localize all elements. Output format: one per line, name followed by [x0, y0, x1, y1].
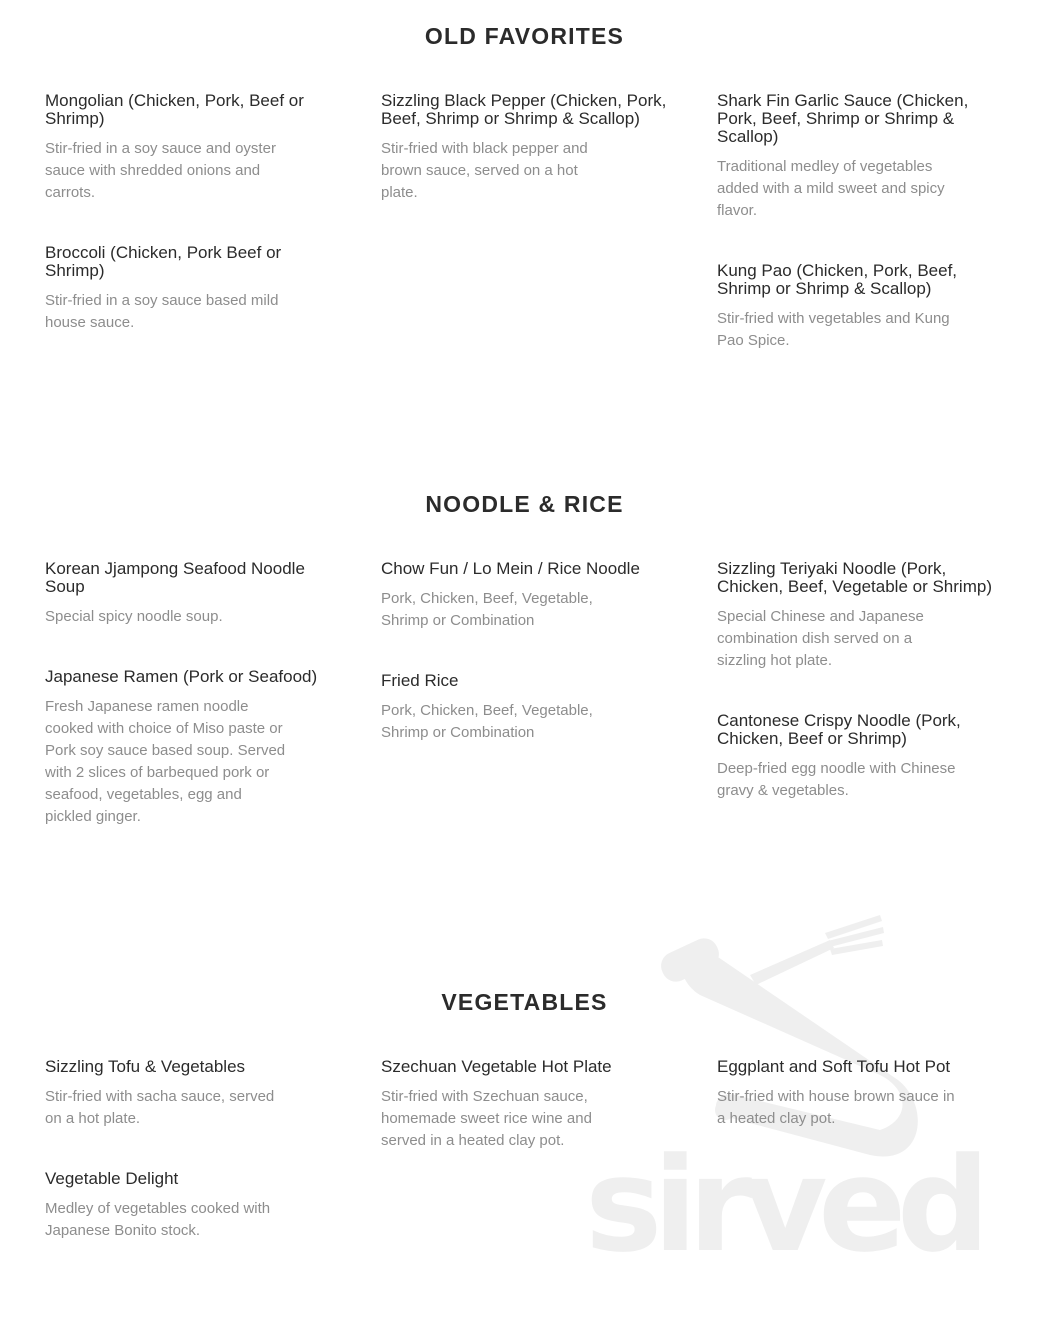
item-description: Stir-fried with Szechuan sauce, homemade sweet rice wine and served in a heated clay pot. [381, 1088, 592, 1149]
item-name: Japanese Ramen (Pork or Seafood) [45, 667, 318, 686]
menu-column [45, 560, 340, 868]
item-name: Szechuan Vegetable Hot Plate [381, 1057, 612, 1076]
item-name: Cantonese Crispy Noodle (Pork, Chicken, Beef or Shrimp) [717, 711, 961, 748]
menu-column [45, 1058, 340, 1282]
item-description: Special Chinese and Japanese combination dish served on a sizzling hot plate. [717, 608, 924, 669]
item-name: Eggplant and Soft Tofu Hot Pot [717, 1057, 951, 1076]
item-name: Vegetable Delight [45, 1169, 179, 1188]
item-name: Mongolian (Chicken, Pork, Beef or Shrimp) [45, 91, 304, 128]
item-name: Kung Pao (Chicken, Pork, Beef, Shrimp or Shrimp & Scallop) [717, 261, 958, 298]
menu-item [45, 244, 340, 334]
menu-item [717, 560, 1007, 672]
section-noodle-rice [0, 490, 1049, 825]
item-description: Stir-fried with black pepper and brown sauce, served on a hot plate. [381, 140, 588, 201]
item-description: Deep-fried egg noodle with Chinese gravy & vegetables. [717, 760, 956, 799]
item-description: Fresh Japanese ramen noodle cooked with choice of Miso paste or Pork soy sauce based soup. Served with 2 slices of barbequed pork or seafood, vegetables, egg and pickled ginger. [45, 698, 286, 825]
menu-item [381, 672, 676, 744]
item-description: Stir-fried with house brown sauce in a heated clay pot. [717, 1088, 955, 1127]
menu-item [45, 560, 340, 628]
item-description: Special spicy noodle soup. [45, 608, 223, 625]
item-name: Sizzling Black Pepper (Chicken, Pork, Beef, Shrimp or Shrimp & Scallop) [381, 91, 667, 128]
item-name: Fried Rice [381, 671, 459, 690]
menu-column [381, 92, 676, 244]
menu-item [717, 712, 1007, 802]
menu-item [381, 92, 676, 204]
item-name: Sizzling Tofu & Vegetables [45, 1057, 246, 1076]
item-description: Stir-fried in a soy sauce and oyster sauce with shredded onions and carrots. [45, 140, 276, 201]
item-name: Broccoli (Chicken, Pork Beef or Shrimp) [45, 243, 282, 280]
menu-column [717, 1058, 1007, 1170]
section-title: VEGETABLES [441, 989, 608, 1015]
item-description: Pork, Chicken, Beef, Vegetable, Shrimp or Combination [381, 590, 593, 629]
menu-column [381, 1058, 676, 1192]
item-description: Stir-fried with sacha sauce, served on a hot plate. [45, 1088, 275, 1127]
item-name: Sizzling Teriyaki Noodle (Pork, Chicken, Beef, Vegetable or Shrimp) [717, 559, 992, 596]
item-description: Stir-fried with vegetables and Kung Pao Spice. [717, 310, 950, 349]
item-name: Chow Fun / Lo Mein / Rice Noodle [381, 559, 640, 578]
menu-item [717, 1058, 1007, 1130]
item-description: Pork, Chicken, Beef, Vegetable, Shrimp or Combination [381, 702, 593, 741]
menu-item [45, 1058, 340, 1130]
menu-column [717, 92, 1007, 392]
menu-column [717, 560, 1007, 842]
menu-item [717, 262, 1007, 352]
menu-item [45, 92, 340, 204]
menu-item [45, 1170, 340, 1242]
menu-item [381, 560, 676, 632]
menu-item [45, 668, 340, 828]
menu-item [717, 92, 1007, 222]
item-description: Stir-fried in a soy sauce based mild house sauce. [45, 292, 279, 331]
section-title: OLD FAVORITES [424, 23, 625, 49]
item-description: Traditional medley of vegetables added with a mild sweet and spicy flavor. [717, 158, 945, 219]
watermark-text: sirved [585, 1129, 990, 1265]
section-old-favorites [0, 22, 1049, 349]
menu-item [381, 1058, 676, 1152]
item-description: Medley of vegetables cooked with Japanese Bonito stock. [45, 1200, 271, 1239]
section-title: NOODLE & RICE [425, 491, 624, 517]
item-name: Shark Fin Garlic Sauce (Chicken, Pork, Beef, Shrimp or Shrimp & Scallop) [717, 91, 969, 146]
menu-column [381, 560, 676, 784]
item-name: Korean Jjampong Seafood Noodle Soup [45, 559, 305, 596]
menu-column [45, 92, 340, 374]
